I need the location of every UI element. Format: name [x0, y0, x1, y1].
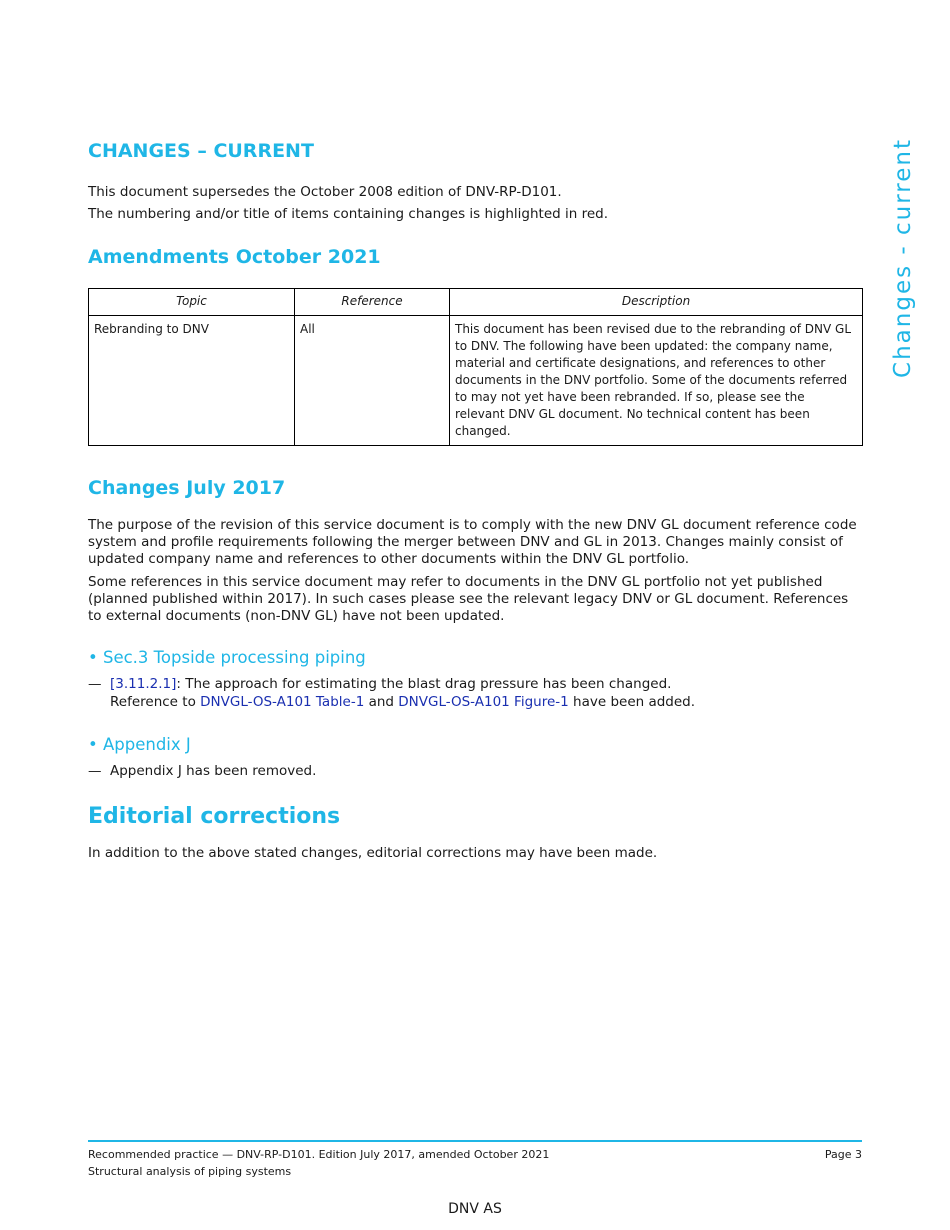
amendments-table [88, 288, 863, 446]
intro-line-2: The numbering and/or title of items containing changes is highlighted in red. [88, 206, 609, 222]
footer [88, 1146, 862, 1180]
cell-topic: Rebranding to DNV [89, 316, 295, 446]
editorial-body: In addition to the above stated changes, editorial corrections may have been made. [88, 845, 658, 861]
sec3-text-2-mid: and [364, 694, 399, 710]
sec3-text-2-pre: Reference to [110, 694, 201, 710]
footer-doc-line: Recommended practice — DNV-RP-D101. Edition July 2017, amended October 2021 [88, 1148, 550, 1161]
footer-title-line: Structural analysis of piping systems [88, 1165, 292, 1178]
july-para-2: Some references in this service document may refer to documents in the DNV GL portfolio not yet published (planned published within 2017). In such cases please see the relevant legacy DNV or GL document. References to external documents (non-DNV GL) have not been updated. [88, 574, 849, 624]
intro-text [88, 181, 608, 225]
dash-marker: — [88, 676, 102, 692]
sec3-change-item [88, 675, 695, 711]
amendments-heading: Amendments October 2021 [88, 246, 381, 268]
sec3-heading: • Sec.3 Topside processing piping [88, 648, 366, 667]
july-para-1: The purpose of the revision of this service document is to comply with the new DNV GL document reference code system and profile requirements following the merger between DNV and GL in 2013. Changes mainly consist of updated company name and references to other documents within the DNV GL portfolio. [88, 517, 857, 567]
cell-reference: All [295, 316, 450, 446]
ref-link-table-1[interactable]: DNVGL-OS-A101 Table-1 [200, 694, 365, 710]
page-number: Page 3 [824, 1148, 862, 1161]
appendix-j-heading: • Appendix J [88, 735, 191, 754]
cell-description: This document has been revised due to the rebranding of DNV GL to DNV. The following have been updated: the company name, material and certificate designations, and references to other documents in the DNV portfolio. Some of the documents referred to may not yet have been rebranded. If so, please see the relevant DNV GL document. No technical content has been changed. [450, 316, 863, 446]
ref-link-figure-1[interactable]: DNVGL-OS-A101 Figure-1 [398, 694, 569, 710]
header-reference: Reference [295, 289, 450, 316]
dash-marker: — [88, 763, 102, 779]
sec3-text-2-post: have been added. [568, 694, 696, 710]
company-name: DNV AS [448, 1201, 502, 1217]
side-section-label: Changes - current [890, 138, 916, 378]
table-row [89, 316, 863, 446]
appendix-j-item [88, 762, 316, 780]
appendix-j-text: Appendix J has been removed. [110, 763, 317, 779]
ref-link-3-11-2-1[interactable]: [3.11.2.1] [110, 676, 177, 692]
table-header-row [89, 289, 863, 316]
header-description: Description [450, 289, 863, 316]
page-title: CHANGES – CURRENT [88, 140, 314, 162]
sec3-text-1: : The approach for estimating the blast drag pressure has been changed. [176, 676, 672, 692]
july-2017-body [88, 517, 862, 631]
july-2017-heading: Changes July 2017 [88, 477, 286, 499]
intro-line-1: This document supersedes the October 2008 edition of DNV-RP-D101. [88, 184, 562, 200]
editorial-heading: Editorial corrections [88, 804, 341, 829]
header-topic: Topic [89, 289, 295, 316]
footer-divider [88, 1140, 862, 1142]
